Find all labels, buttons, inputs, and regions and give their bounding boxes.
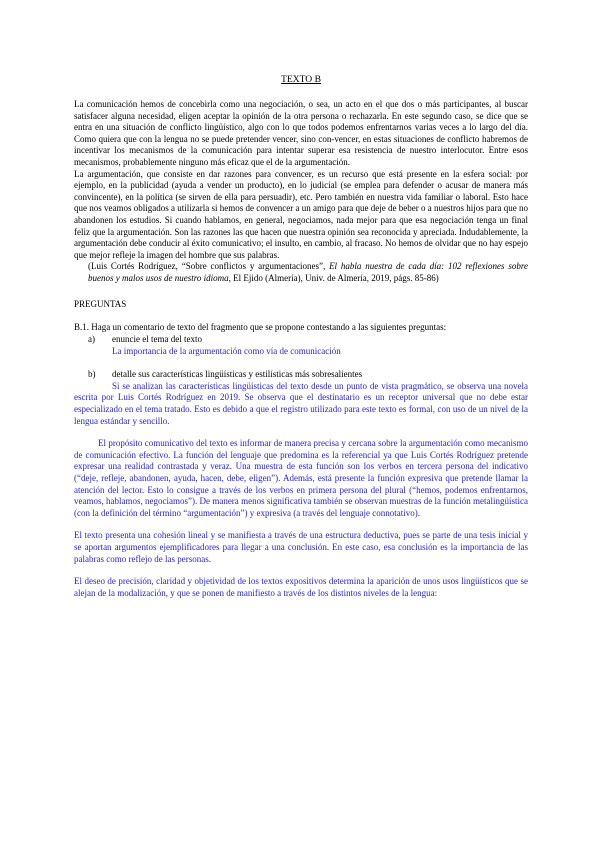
citation (74, 261, 528, 284)
item-a-marker: a) (88, 334, 95, 345)
item-a-text: enuncie el tema del texto (112, 334, 202, 345)
question-item-b (74, 369, 528, 381)
citation-publisher: , El Ejido (Almería), Univ. de Almería, 2019, págs. 85-86) (228, 272, 439, 283)
question-item-a (74, 334, 528, 346)
question-b1: B.1. Haga un comentario de texto del fragmento que se propone contestando a las siguientes preguntas: (74, 321, 447, 332)
answer-b-paragraph-2: El propósito comunicativo del texto es informar de manera precisa y cercana sobre la argumentación como mecanismo de comunicación efectivo. La función del lenguaje que predomina es la referencial ya que Luis Cortés Rodríguez pretende expresar una realidad contrastada y veraz. Una muestra de esta función son los verbos en tercera persona del indicativo (“deje, refleje, abandonen, ayuda, hacen, debe, eligen”). Además, está presente la función expresiva que pretende llamar la atención del lector. Esto lo consigue a través de los verbos en primera persona del plural (“hemos, podemos enfrentarnos, veamos, hablamos, negociamos”). De manera menos significativa también se observan muestras de la función metalingüística (con la definición del término “argumentación”) y expresiva (a través del lenguaje connotativo). (74, 438, 528, 518)
item-b-text: detalle sus características lingüísticas y estilísticas más sobresalientes (112, 369, 363, 380)
text-paragraph-1: La comunicación hemos de concebirla como una negociación, o sea, un acto en el que dos o más participantes, al buscar satisfacer alguna necesidad, eligen aceptar la opinión de la otra persona o rechazarla. En este segundo caso, se dice que se entra en una situación de conflicto lingüístico, algo con lo que todos podemos enfrentarnos varias veces a lo largo del día. Como quiera que con la lengua no se puede pretender vencer, sino con-vencer, en estas situaciones de conflicto habremos de incentivar los mecanismos de la comunicación para intentar superar esa resistencia de nuestro interlocutor. Entre esos mecanismos, probablemente ninguno más eficaz que el de la argumentación. (74, 99, 528, 167)
answer-b-paragraph-4: El deseo de precisión, claridad y objetividad de los textos expositivos determina la aparición de unos usos lingüísticos que se alejan de la modalización, y que se ponen de manifiesto a través de los distintos niveles de la lengua: (74, 576, 528, 598)
item-b-marker: b) (88, 369, 96, 380)
citation-author: (Luis Cortés Rodríguez, “Sobre conflictos y argumentaciones”, (88, 261, 330, 272)
answer-b-paragraph-3: El texto presenta una cohesión lineal y se manifiesta a través de una estructura deductiva, pues se parte de una tesis inicial y se aportan argumentos ejemplificadores para llegar a una conclusión. En este caso, esa conclusión es la importancia de las palabras como reflejo de las personas. (74, 530, 528, 564)
section-heading: PREGUNTAS (74, 298, 127, 309)
answer-b-paragraph-1: Si se analizan las características lingüísticas del texto desde un punto de vista pragmático, se observa una novela escrita por Luis Cortés Rodríguez en 2019. Se observa que el destinatario es un receptor universal que no debe estar especializado en el tema tratado. Esto es debido a que el registro utilizado para este texto es formal, con uso de un nivel de la lengua estándar y sencillo. (74, 380, 528, 426)
document-title: TEXTO B (280, 74, 322, 85)
answer-a: La importancia de la argumentación como vía de comunicación (112, 345, 341, 356)
text-paragraph-2: La argumentación, que consiste en dar razones para convencer, es un recurso que está presente en la esfera social: por ejemplo, en la publicidad (ayuda a vender un producto), en lo judicial (se emplea para defender o acusar de manera más convincente), en la política (se sirven de ella para persuadir), etc. Pero también en nuestra vida familiar o laboral. Esto hace que nos veamos obligados a utilizarla si hemos de convencer a un amigo para que deje de beber o a nuestros hijos para que no abandonen los estudios. Si cuando hablamos, en general, negociamos, nada mejor para que esa negociación tenga un final feliz que la argumentación. Son las razones las que hacen que nuestra opinión sea reconocida y apreciada. Indudablemente, la argumentación debe conducir al éxito comunicativo; el insulto, en cambio, al fracaso. No hemos de olvidar que no hay espejo que mejor refleje la imagen del hombre que sus palabras. (74, 168, 528, 260)
citation-book-title: El habla nuestra de cada día: 102 reflexiones sobre buenos y malos usos de nuestro idioma (88, 261, 528, 283)
